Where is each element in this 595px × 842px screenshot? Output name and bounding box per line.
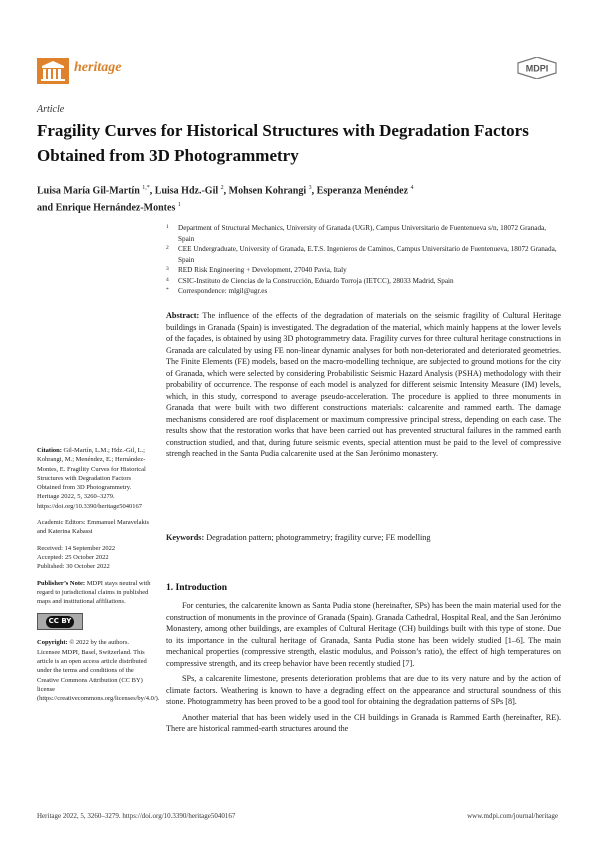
publisher-note: Publisher’s Note: MDPI stays neutral with regard to jurisdictional claims in published maps and institutional affiliations. [37,579,151,606]
mdpi-logo-icon [516,57,558,79]
affiliation-item: 1 Department of Structural Mechanics, University of Granada (UGR), Campus Universitario de Fuentenueva s/n, 18072 Granada, Spain [166,224,547,243]
citation: Citation: Gil-Martín, L.M.; Hdz.-Gil, L.; Kohrangi, M.; Menéndez, E.; Hernández-Montes, E. Fragility Curves for Historical Structures with Degradation Factors Obtained from 3D Photogrammetry. Heritage 2022, 5, 3260–3279. https://doi.org/10.3390/heritage5040167 [37,447,146,510]
paragraph: Another material that has been widely used in the CH buildings in Granada is Rammed Earth (hereinafter, RE). There are historical rammed-earth structures around the [166,712,561,733]
published-date: Published: 30 October 2022 [37,563,110,571]
affiliation-item: 4 CSIC-Instituto de Ciencias de la Construcción, Eduardo Torroja (IETCC), 28033 Madrid, Spain [166,276,454,285]
paragraph: SPs, a calcarenite limestone, presents deterioration problems that are due to its very nature and by the action of climate factors. Weathering is known to have a degrading effect on the appearance and structural soundness of this stone. Photogrammetry has been proved to be a good tool for obtaining the degradation patterns of SPs [8]. [166,674,561,706]
paragraph: For centuries, the calcarenite known as Santa Pudia stone (hereinafter, SPs) has been the main material used for the construction of monuments in the province of Granada (Spain). Granada Cathedral, Hospital Real, and the San Jerónimo Monastery, among other buildings, are examples of Cultural Heritage (CH) buildings built with this type of stone. Due to its importance in the cultural heritage of Granada, Santa Pudia stone has been widely studied [1–6]. The main mechanical properties (compressive strength, elastic modulus, and Poisson’s ratio), the effect of high temperatures on compressive strength, and its creep behavior have been recently studied [7]. [166,601,561,668]
footer-citation[interactable]: Heritage 2022, 5, 3260–3279. https://doi.org/10.3390/heritage5040167 [37,812,236,820]
abstract [166,310,561,460]
author: Luisa Hdz.-Gil [154,185,219,197]
affiliations [166,223,561,297]
dates [37,544,152,572]
author: Luisa María Gil-Martín [37,185,140,197]
abstract-text: The influence of the effects of the degradation of materials on the seismic fragility of Cultural Heritage buildings in Granada (Spain) is investigated. The degradation of the material, which mainly happens at the lower levels of the façades, is obtained by using 3D photogrammetry data. Fragility curves for three cultural heritage constructions in Granada are calculated by using FE non-linear dynamic analyses for both non-deteriorated and deteriorated geometries. The Finite Elements (FE) models, based on the macro-modelling technique, are subjected to ground motions for the city of Granada, which were selected by considering Probabilistic Seismic Hazard Analysis (PSHA) methodology with their probability of occurrence. The response of each model is analyzed for different seismic Intensity Measure (IM) levels, which, in this study, correspond to average pseudo-acceleration. The procedure is applied to three monuments in Granada that were built with two different constructions materials: calcarenite and rammed earth. The damage mechanisms considered are roof displacement or maximum compressive principal stress, depending on each case. The results show that the restoration works that have been carried out has prevented structural failures in the rammed earth construction studied, and that, during future seismic events, special attention must be paid to the level of compressive strengh reached in the Santa Pudia calcarenite used at the San Jerónimo monastery. [166,311,562,458]
abstract-label: Abstract: [166,311,200,320]
author: Mohsen Kohrangi [228,185,307,197]
author: Enrique Hernández-Montes [55,202,176,214]
footer-journal-url[interactable]: www.mdpi.com/journal/heritage [467,812,558,820]
paper-title: Fragility Curves for Historical Structures with Degradation Factors Obtained from 3D Photogrammetry [37,121,529,165]
affiliation-item: 3 RED Risk Engineering + Development, 27040 Pavia, Italy [166,266,347,274]
article-type: Article [37,104,65,115]
affiliation-item: 2 CEE Undergraduate, University of Granada, E.T.S. Ingenieros de Caminos, Campus Universitario de Fuentenueva, 18072 Granada, Spain [166,245,557,264]
mdpi-logo-text: MDPI [525,63,549,74]
journal-name: heritage [74,60,122,75]
academic-editors: Academic Editors: Emmanuel Maravelakis and Katerina Kabassi [37,519,150,536]
keywords-label: Keywords: [166,533,205,542]
received-date: Received: 14 September 2022 [37,544,116,552]
keywords [166,532,561,544]
journal-logo-icon [37,58,69,84]
introduction-body [166,600,561,739]
accepted-date: Accepted: 25 October 2022 [37,553,109,561]
correspondence: * Correspondence: mlgil@ugr.es [166,287,268,295]
keywords-text: Degradation pattern; photogrammetry; fragility curve; FE modelling [206,533,431,542]
sidebar-info [37,446,160,711]
cc-by-license-icon[interactable]: CC BY [37,613,83,630]
author: Esperanza Menéndez [316,185,409,197]
author-list: Luisa María Gil-Martín $^{1,*}$, Luisa Hdz.-Gil $^2$, Mohsen Kohrangi $^3$, Esperanza Menéndez $^4$ and Enrique Hernández-Montes $^1$ [37,185,414,214]
copyright: Copyright: © 2022 by the authors. Licensee MDPI, Basel, Switzerland. This article is an open access article distributed under the terms and conditions of the Creative Commons Attribution (CC BY) license (https://creativecommons.org/licenses/by/4.0/). [37,639,160,703]
section-heading: 1. Introduction [166,583,228,593]
